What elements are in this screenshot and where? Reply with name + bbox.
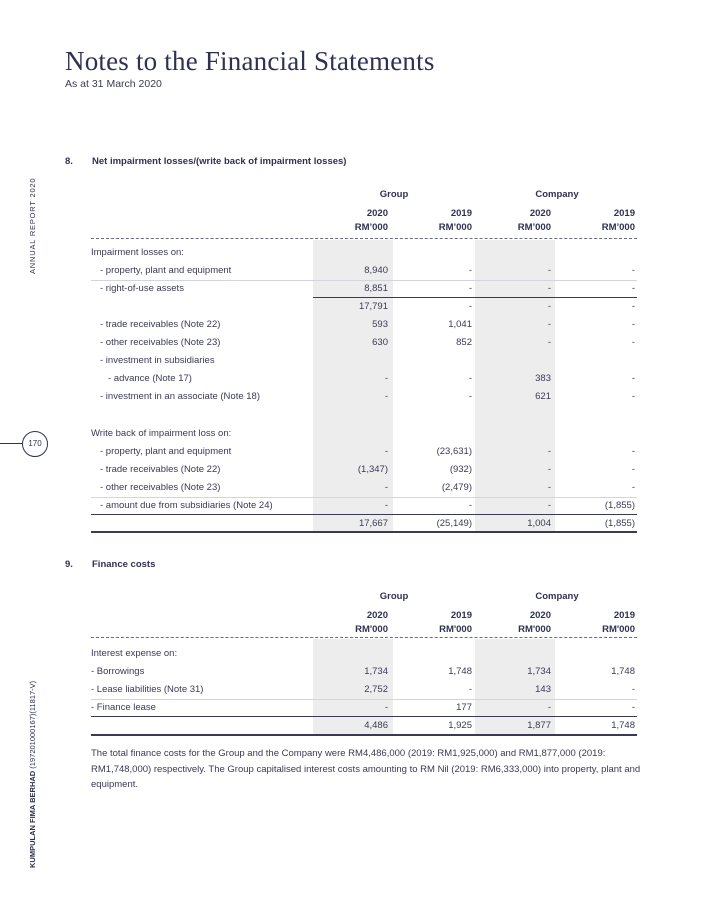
cell-value: (1,855) — [604, 500, 635, 511]
cell-value: - — [547, 500, 551, 511]
total-double-rule — [91, 734, 637, 736]
cell-value: - — [547, 337, 551, 348]
note9-col-unit: RM'000 — [602, 624, 635, 635]
table-row — [0, 244, 702, 262]
cell-value: - — [384, 500, 388, 511]
cell-value: - — [631, 301, 635, 312]
cell-value: - — [547, 301, 551, 312]
table-row-total — [0, 717, 702, 735]
cell-value: - — [547, 283, 551, 294]
table-row — [0, 479, 702, 497]
table-row — [0, 316, 702, 334]
cell-value: - — [384, 373, 388, 384]
cell-value: 1,734 — [527, 666, 551, 677]
row-label: Write back of impairment loss on: — [91, 428, 232, 439]
cell-value: - — [468, 500, 472, 511]
row-label: - Borrowings — [91, 666, 145, 677]
note9-group-header: Group — [379, 591, 409, 602]
note9-col-head — [555, 609, 635, 637]
company-name: KUMPULAN FIMA BERHAD — [28, 770, 37, 868]
cell-value: - — [468, 283, 472, 294]
row-label: Impairment losses on: — [91, 247, 184, 258]
cell-value: 8,940 — [364, 265, 388, 276]
cell-value: 1,041 — [448, 319, 472, 330]
row-label: - property, plant and equipment — [100, 265, 232, 276]
note8-col-year: 2019 — [613, 208, 635, 219]
note9-company-header: Company — [535, 591, 579, 602]
cell-value: - — [631, 464, 635, 475]
row-label: - property, plant and equipment — [100, 446, 232, 457]
cell-value: - — [547, 319, 551, 330]
note8-col-unit: RM’000 — [601, 222, 635, 233]
cell-value: - — [468, 373, 472, 384]
cell-value: 1,734 — [364, 666, 388, 677]
cell-value: - — [384, 446, 388, 457]
row-label: - amount due from subsidiaries (Note 24) — [100, 500, 273, 511]
table-row — [0, 280, 702, 298]
cell-value: 383 — [535, 373, 551, 384]
note9-col-unit: RM'000 — [439, 624, 472, 635]
cell-value: - — [631, 482, 635, 493]
table-row — [0, 388, 702, 406]
cell-value: - — [468, 391, 472, 402]
cell-value: - — [631, 337, 635, 348]
cell-value: (1,347) — [357, 464, 388, 475]
note8-col-head — [392, 207, 472, 235]
cell-value: - — [631, 684, 635, 695]
note9-col-unit: RM'000 — [518, 624, 551, 635]
note9-col-head — [471, 609, 551, 637]
row-label: - trade receivables (Note 22) — [100, 319, 221, 330]
note8-col-unit: RM’000 — [438, 222, 472, 233]
cell-value: - — [631, 265, 635, 276]
note9-number-label: 9. — [65, 559, 73, 570]
table-row — [0, 443, 702, 461]
note9-col-year: 2019 — [450, 610, 472, 621]
note9-col-unit: RM'000 — [355, 624, 388, 635]
finance-costs-footnote: The total finance costs for the Group and the Company were RM4,486,000 (2019: RM1,925,000) and RM1,877,000 (2019: RM1,748,000) respectively. The Group capitalised interest costs amounting to RM Nil (2019: RM6,333,000) into property, plant and equipment. — [91, 748, 641, 790]
cell-value: 1,925 — [448, 720, 472, 731]
cell-value: 593 — [372, 319, 388, 330]
row-label: - Lease liabilities (Note 31) — [91, 684, 204, 695]
cell-value: 177 — [456, 702, 472, 713]
note8-col-head — [308, 207, 388, 235]
cell-value: - — [384, 482, 388, 493]
cell-value: 143 — [535, 684, 551, 695]
cell-value: - — [631, 702, 635, 713]
table-row — [0, 681, 702, 699]
cell-value: - — [468, 684, 472, 695]
note8-col-head — [555, 207, 635, 235]
table-row — [0, 370, 702, 388]
cell-value: 630 — [372, 337, 388, 348]
cell-value: (2,479) — [441, 482, 472, 493]
note9-col-head — [308, 609, 388, 637]
total-double-rule — [91, 531, 637, 533]
note9-col-head — [392, 609, 472, 637]
cell-value: - — [547, 265, 551, 276]
note8-col-unit: RM’000 — [354, 222, 388, 233]
cell-value: (23,631) — [436, 446, 472, 457]
table-row — [0, 645, 702, 663]
note9-title: Finance costs — [92, 559, 156, 570]
cell-value: 1,748 — [611, 720, 635, 731]
cell-value: 4,486 — [364, 720, 388, 731]
row-label: - investment in an associate (Note 18) — [100, 391, 260, 402]
note8-company-header: Company — [535, 189, 579, 200]
cell-value: - — [631, 373, 635, 384]
cell-value: 17,667 — [358, 518, 388, 529]
cell-value: (1,855) — [604, 518, 635, 529]
cell-value: - — [384, 702, 388, 713]
cell-value: (932) — [449, 464, 472, 475]
note8-header-divider — [91, 238, 637, 239]
row-label: - other receivables (Note 23) — [100, 482, 221, 493]
cell-value: - — [468, 301, 472, 312]
page-subtitle: As at 31 March 2020 — [65, 78, 162, 90]
cell-value: - — [631, 319, 635, 330]
cell-value: - — [547, 446, 551, 457]
cell-value: - — [547, 482, 551, 493]
table-row — [0, 699, 702, 717]
row-label: - investment in subsidiaries — [100, 355, 215, 366]
table-row — [0, 298, 702, 316]
cell-value: 852 — [456, 337, 472, 348]
cell-value: - — [547, 464, 551, 475]
note8-number-label: 8. — [65, 156, 73, 167]
table-row — [0, 425, 702, 443]
cell-value: 8,851 — [364, 283, 388, 294]
table-row — [0, 497, 702, 515]
row-label: - trade receivables (Note 22) — [100, 464, 221, 475]
cell-value: 1,877 — [527, 720, 551, 731]
cell-value: (25,149) — [436, 518, 472, 529]
note8-col-head — [471, 207, 551, 235]
note8-col-year: 2019 — [450, 208, 472, 219]
cell-value: - — [631, 283, 635, 294]
note9-header-divider — [91, 637, 637, 638]
note8-group-header: Group — [379, 189, 409, 200]
cell-value: 1,748 — [611, 666, 635, 677]
annual-report-label: ANNUAL REPORT 2020 — [28, 177, 37, 274]
cell-value: - — [468, 265, 472, 276]
table-row — [0, 663, 702, 681]
note9-col-year: 2020 — [529, 610, 551, 621]
table-row — [0, 461, 702, 479]
row-label: - advance (Note 17) — [108, 373, 192, 384]
cell-value: - — [631, 446, 635, 457]
cell-value: 621 — [535, 391, 551, 402]
cell-value: - — [384, 391, 388, 402]
note9-col-year: 2019 — [613, 610, 635, 621]
note8-col-year: 2020 — [366, 208, 388, 219]
company-registration: (197201000167)(11817-V) — [28, 680, 37, 769]
note8-col-unit: RM’000 — [517, 222, 551, 233]
cell-value: - — [631, 391, 635, 402]
row-label: Interest expense on: — [91, 648, 178, 659]
cell-value: 1,004 — [527, 518, 551, 529]
row-label: - Finance lease — [91, 702, 156, 713]
table-row — [0, 262, 702, 280]
page-number: 170 — [22, 431, 48, 457]
note9-col-year: 2020 — [366, 610, 388, 621]
cell-value: 1,748 — [448, 666, 472, 677]
cell-value: 2,752 — [364, 684, 388, 695]
cell-value: 17,791 — [358, 301, 388, 312]
table-row — [0, 334, 702, 352]
row-label: - right-of-use assets — [100, 283, 184, 294]
table-row — [0, 352, 702, 370]
page-title: Notes to the Financial Statements — [65, 46, 435, 76]
note8-title: Net impairment losses/(write back of impairment losses) — [92, 156, 347, 167]
cell-value: - — [547, 702, 551, 713]
note8-col-year: 2020 — [529, 208, 551, 219]
row-label: - other receivables (Note 23) — [100, 337, 221, 348]
